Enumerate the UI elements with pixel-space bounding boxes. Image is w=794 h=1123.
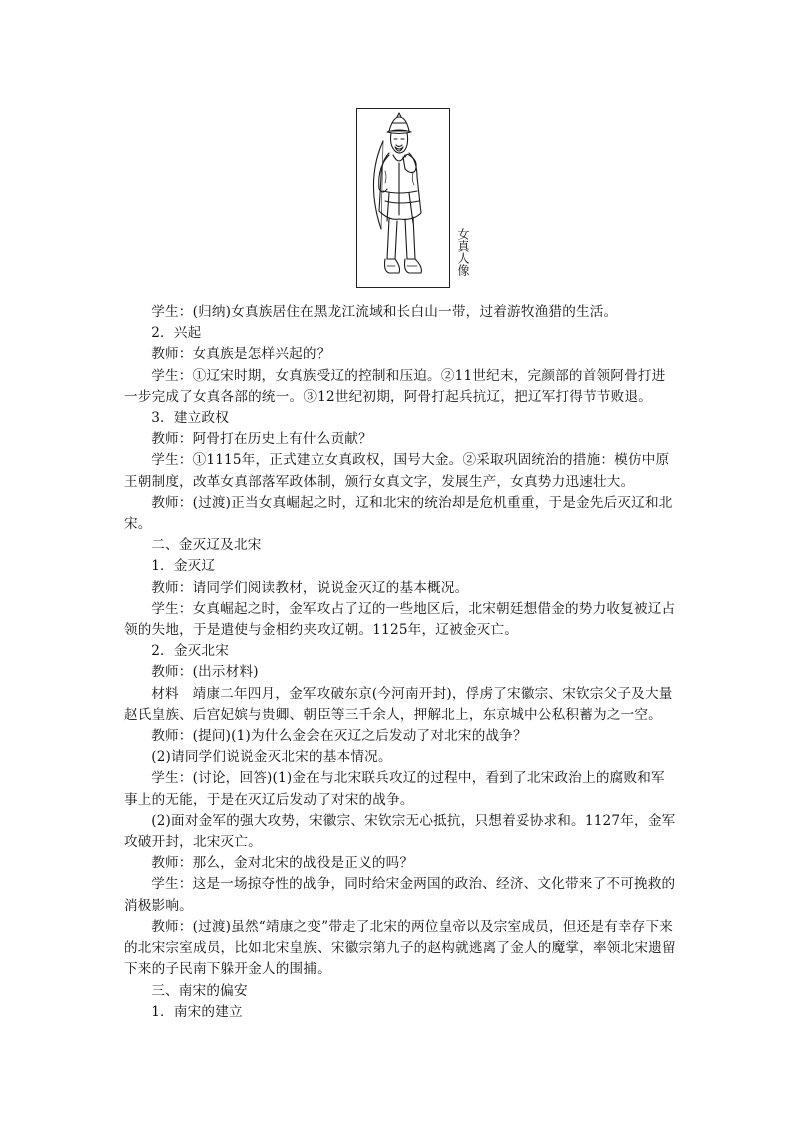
paragraph: (2)请同学们说说金灭北宋的基本情况。 xyxy=(151,749,392,766)
paragraph: 教师：(提问)(1)为什么金会在灭辽之后发动了对北宋的战争？ xyxy=(151,728,527,745)
paragraph: 学生：这是一场掠夺性的战争，同时给宋金两国的政治、经济、文化带来了不可挽救的消极影响。 xyxy=(124,876,676,914)
jurchen-portrait-illustration xyxy=(359,111,447,285)
paragraph: 三、南宋的偏安 xyxy=(151,982,248,999)
paragraph: 教师：女真族是怎样兴起的？ xyxy=(151,346,331,363)
paragraph: 学生：①1115年，正式建立女真政权，国号大金。②采取巩固统治的措施：模仿中原王朝制度，改革女真部落军政体制，颁行女真文字，发展生产，女真势力迅速壮大。 xyxy=(124,452,670,490)
paragraph: 材料 靖康二年四月，金军攻破东京(今河南开封)，俘虏了宋徽宗、宋钦宗父子及大量赵氏皇族、后宫妃嫔与贵卿、朝臣等三千余人，押解北上，东京城中公私积蓄为之一空。 xyxy=(124,685,673,723)
paragraph: 教师：(过渡)虽然“靖康之变”带走了北宋的两位皇帝以及宗室成员，但还是有幸存下来的北宋宗室成员，比如北宋皇族、宋徽宗第九子的赵构就逃离了金人的魔掌，率领北宋遗留下来的子民南下躲开金人的围捕。 xyxy=(124,918,676,978)
paragraph: 2．兴起 xyxy=(151,325,202,342)
paragraph: 1．南宋的建立 xyxy=(151,1003,243,1020)
paragraph: 学生：女真崛起之时，金军攻占了辽的一些地区后，北宋朝廷想借金的势力收复被辽占领的失地，于是遣使与金相约夹攻辽朝。1125年，辽被金灭亡。 xyxy=(124,600,676,639)
paragraph: 教师：请同学们阅读教材，说说金灭辽的基本概况。 xyxy=(151,579,469,596)
figure-caption: 女真人像 xyxy=(456,228,470,276)
paragraph: 3．建立政权 xyxy=(151,410,230,427)
paragraph: 1．金灭辽 xyxy=(151,558,216,575)
paragraph: 学生：①辽宋时期，女真族受辽的控制和压迫。②11世纪末，完颜部的首领阿骨打进一步完成了女真各部的统一。③12世纪初期，阿骨打起兵抗辽，把辽军打得节节败退。 xyxy=(124,367,666,405)
document-body xyxy=(124,302,676,1023)
paragraph: 2．金灭北宋 xyxy=(151,643,230,660)
paragraph: 教师：(过渡)正当女真崛起之时，辽和北宋的统治却是危机重重，于是金先后灭辽和北宋。 xyxy=(124,494,673,533)
paragraph: 学生：(归纳)女真族居住在黑龙江流域和长白山一带，过着游牧渔猎的生活。 xyxy=(151,304,618,320)
paragraph: (2)面对金军的强大攻势，宋徽宗、宋钦宗无心抵抗，只想着妥协求和。1127年，金军攻破开封，北宋灭亡。 xyxy=(124,812,676,851)
paragraph: 教师：那么，金对北宋的战役是正义的吗？ xyxy=(151,855,414,872)
paragraph: 教师：(出示材料) xyxy=(151,664,259,681)
paragraph: 学生：(讨论，回答)(1)金在与北宋联兵攻辽的过程中，看到了北宋政治上的腐败和军事上的无能，于是在灭辽后发动了对宋的战争。 xyxy=(124,770,665,808)
paragraph: 二、金灭辽及北宋 xyxy=(151,537,262,554)
jurchen-portrait-figure xyxy=(356,108,450,288)
paragraph: 教师：阿骨打在历史上有什么贡献？ xyxy=(151,431,372,448)
